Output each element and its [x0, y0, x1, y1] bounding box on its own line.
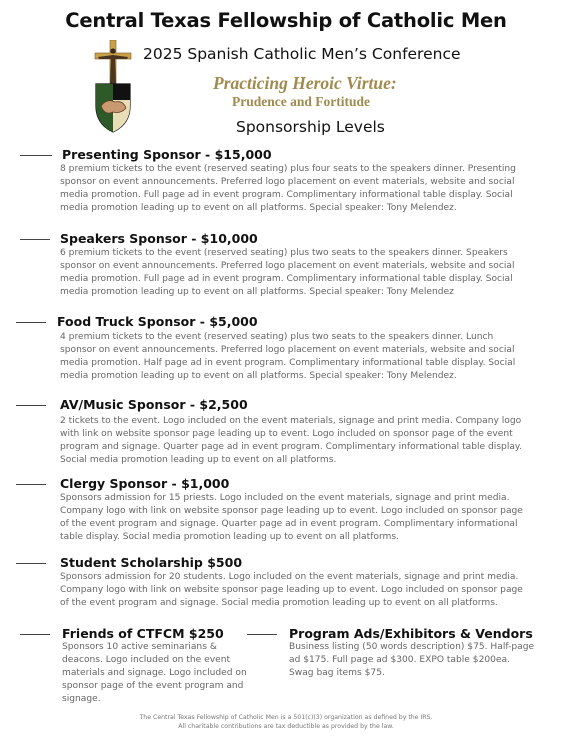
tier-heading-food-truck: Food Truck Sponsor - $5,000	[57, 314, 258, 329]
description-line: table display. Social media promotion leading up to event on all platforms.	[60, 531, 400, 542]
tier-description-av-music	[60, 415, 560, 467]
tier-rule	[16, 563, 46, 564]
description-line: Company logo with link on website sponsor page leading up to event. Logo included on sponsor page	[60, 505, 523, 516]
description-line: Company logo with link on website sponsor page leading up to event. Logo included on sponsor page	[60, 584, 523, 595]
organization-title: Central Texas Fellowship of Catholic Men	[65, 9, 507, 32]
tier-description-presenting	[60, 163, 560, 215]
tier-rule	[20, 634, 50, 635]
theme-line-2: Prudence and Fortitude	[232, 94, 370, 109]
tier-description-clergy	[60, 492, 560, 544]
description-line: 6 premium tickets to the event (reserved seating) plus two seats to the speakers dinner. Speakers	[60, 248, 508, 258]
tier-rule	[16, 322, 46, 323]
description-line: 2 tickets to the event. Logo included on the event materials, signage and print media. Company logo	[60, 416, 522, 426]
tier-rule	[20, 239, 50, 240]
footer-line-2: All charitable contributions are tax deductible as provided by the law.	[178, 723, 394, 730]
tier-heading-friends: Friends of CTFCM $250	[62, 626, 224, 641]
description-line: program and signage. Quarter page ad in event program. Complimentary informational table display.	[60, 441, 522, 452]
description-line: sponsor on event announcements. Preferred logo placement on event materials, website and social	[60, 260, 515, 271]
description-line: Sponsors admission for 20 students. Logo included on the event materials, signage and print media.	[60, 572, 519, 582]
description-line: deacons. Logo included on the event	[62, 654, 231, 665]
footer-line-1: The Central Texas Fellowship of Catholic Men is a 501(c)(3) organization as defined by the IRS.	[139, 714, 433, 721]
theme-line-1: Practicing Heroic Virtue:	[213, 73, 397, 93]
tier-rule	[16, 484, 46, 485]
description-line: media promotion leading up to event on all platforms. Special speaker: Tony Melendez.	[60, 202, 457, 213]
tier-description-program-ads	[289, 641, 559, 680]
tier-heading-presenting: Presenting Sponsor - $15,000	[62, 147, 272, 162]
description-line: sponsor page of the event program and	[62, 680, 244, 691]
description-line: Social media promotion leading up to event on all platforms.	[60, 454, 337, 465]
description-line: of the event program and signage. Quarter page ad in event program. Complimentary informational	[60, 518, 518, 529]
tier-heading-program-ads: Program Ads/Exhibitors & Vendors	[289, 626, 533, 641]
section-title: Sponsorship Levels	[236, 118, 385, 136]
description-line: sponsor on event announcements. Preferred logo placement on event materials, website and social	[60, 344, 515, 355]
description-line: Swag bag items $75.	[289, 667, 385, 678]
tier-rule	[247, 634, 277, 635]
description-line: signage.	[62, 693, 101, 704]
tier-description-student-scholarship	[60, 571, 560, 610]
description-line: Sponsors admission for 15 priests. Logo included on the event materials, signage and print media.	[60, 493, 510, 503]
description-line: Business listing (50 words description) $75. Half-page	[289, 642, 535, 652]
description-line: of the event program and signage. Social media promotion leading up to event on all platforms.	[60, 597, 498, 608]
tier-rule	[16, 405, 46, 406]
tier-heading-speakers: Speakers Sponsor - $10,000	[60, 231, 258, 246]
crucifix-shield-logo	[93, 40, 133, 134]
conference-title: 2025 Spanish Catholic Men’s Conference	[143, 45, 461, 63]
tier-heading-clergy: Clergy Sponsor - $1,000	[60, 476, 230, 491]
description-line: media promotion. Full page ad in event program. Complimentary informational table display. Social	[60, 189, 513, 200]
tier-description-food-truck	[60, 331, 560, 383]
description-line: with link on website sponsor page leading up to event. Logo included on sponsor page of the event	[60, 428, 513, 439]
description-line: materials and signage. Logo included on	[62, 667, 247, 678]
description-line: ad $175. Full page ad $300. EXPO table $200ea.	[289, 654, 510, 665]
description-line: media promotion. Half page ad in event program. Complimentary informational table display. Social	[60, 357, 516, 368]
tier-rule	[20, 155, 52, 156]
tier-heading-av-music: AV/Music Sponsor - $2,500	[60, 397, 248, 412]
description-line: media promotion leading up to event on all platforms. Special speaker: Tony Melendez	[60, 286, 454, 297]
description-line: media promotion. Full page ad in event program. Complimentary informational table display. Social	[60, 273, 513, 284]
description-line: media promotion leading up to event on all platforms. Special speaker: Tony Melendez.	[60, 370, 457, 381]
tier-description-friends	[62, 641, 262, 706]
description-line: 4 premium tickets to the event (reserved seating) plus two seats to the speakers dinner. Lunch	[60, 332, 494, 342]
description-line: Sponsors 10 active seminarians &	[62, 642, 217, 652]
tier-description-speakers	[60, 247, 560, 299]
tier-heading-student-scholarship: Student Scholarship $500	[60, 555, 243, 570]
description-line: 8 premium tickets to the event (reserved seating) plus four seats to the speakers dinner. Presenting	[60, 164, 516, 174]
description-line: sponsor on event announcements. Preferred logo placement on event materials, website and social	[60, 176, 515, 187]
footer-note	[0, 713, 572, 731]
